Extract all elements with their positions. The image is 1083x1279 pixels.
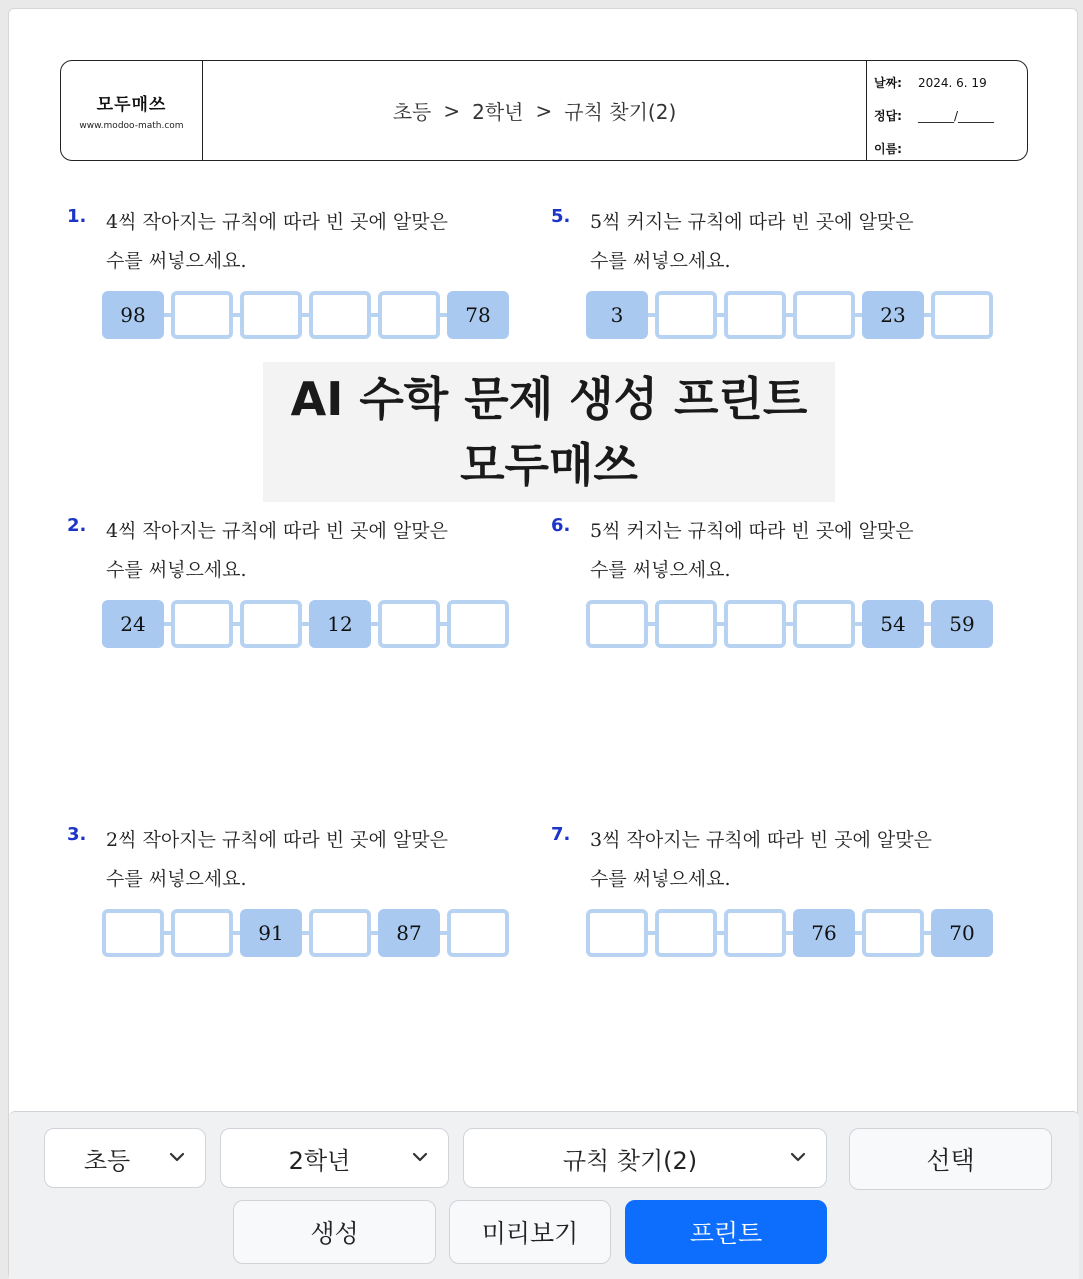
sequence-blank-cell[interactable]: [724, 909, 786, 957]
breadcrumb: [203, 61, 867, 160]
name-label: 이름:: [874, 142, 902, 156]
sequence-given-cell: 54: [862, 600, 924, 648]
logo-url: www.modoo-math.com: [79, 121, 184, 131]
sequence-blank-cell[interactable]: [724, 291, 786, 339]
sequence-connector: [371, 931, 378, 935]
problem-text-line-1: 5씩 커지는 규칙에 따라 빈 곳에 알맞은: [590, 211, 914, 233]
breadcrumb-topic: 규칙 찾기(2): [564, 100, 677, 124]
sequence-connector: [717, 931, 724, 935]
problem-text: [106, 512, 448, 590]
sequence-blank-cell[interactable]: [102, 909, 164, 957]
problem-text-line-2: 수를 써넣으세요.: [106, 250, 247, 272]
sequence-connector: [164, 931, 171, 935]
sequence-blank-cell[interactable]: [655, 600, 717, 648]
problem-number: 7.: [551, 824, 571, 845]
problem-number: 6.: [551, 515, 571, 536]
problem-text-line-1: 3씩 작아지는 규칙에 따라 빈 곳에 알맞은: [590, 829, 932, 851]
topic-select[interactable]: [463, 1128, 827, 1188]
sequence-connector: [302, 622, 309, 626]
sequence-blank-cell[interactable]: [171, 600, 233, 648]
sequence-given-cell: 12: [309, 600, 371, 648]
problem-text: [106, 821, 448, 899]
score-value: ______/______: [918, 108, 995, 123]
chevron-down-icon: [788, 1147, 808, 1167]
sequence-connector: [855, 931, 862, 935]
problem-text-line-1: 2씩 작아지는 규칙에 따라 빈 곳에 알맞은: [106, 829, 448, 851]
sequence-connector: [648, 622, 655, 626]
problem-text-line-1: 5씩 커지는 규칙에 따라 빈 곳에 알맞은: [590, 520, 914, 542]
breadcrumb-grade: 2학년: [472, 100, 524, 124]
sequence-blank-cell[interactable]: [171, 291, 233, 339]
sequence-connector: [648, 313, 655, 317]
info-panel: [867, 61, 1027, 160]
number-sequence: [586, 291, 993, 339]
sequence-connector: [717, 622, 724, 626]
grade-select-value: 2학년: [288, 1146, 351, 1175]
sequence-connector: [924, 622, 931, 626]
breadcrumb-separator: >: [443, 98, 461, 123]
sequence-blank-cell[interactable]: [309, 291, 371, 339]
sequence-connector: [233, 931, 240, 935]
problem-number: 1.: [67, 206, 87, 227]
sequence-given-cell: 24: [102, 600, 164, 648]
sequence-connector: [855, 622, 862, 626]
problem-number: 2.: [67, 515, 87, 536]
sequence-blank-cell[interactable]: [447, 600, 509, 648]
date-row: [874, 66, 1027, 99]
sequence-connector: [164, 622, 171, 626]
sequence-connector: [440, 931, 447, 935]
problem-number: 5.: [551, 206, 571, 227]
sequence-given-cell: 59: [931, 600, 993, 648]
number-sequence: [586, 600, 993, 648]
problem-text-line-2: 수를 써넣으세요.: [106, 868, 247, 890]
name-row: [874, 132, 1027, 165]
sequence-connector: [648, 931, 655, 935]
sequence-connector: [371, 313, 378, 317]
problem-text-line-2: 수를 써넣으세요.: [590, 559, 731, 581]
problem-number: 3.: [67, 824, 87, 845]
sequence-blank-cell[interactable]: [171, 909, 233, 957]
sequence-connector: [855, 313, 862, 317]
breadcrumb-separator: >: [535, 98, 553, 123]
number-sequence: [102, 909, 509, 957]
logo: [61, 61, 203, 160]
toolbar: [9, 1111, 1079, 1279]
sequence-blank-cell[interactable]: [240, 291, 302, 339]
problem-text: [590, 821, 932, 899]
sequence-blank-cell[interactable]: [586, 600, 648, 648]
select-button[interactable]: 선택: [849, 1128, 1052, 1190]
problem-text: [106, 203, 448, 281]
sequence-given-cell: 23: [862, 291, 924, 339]
number-sequence: [102, 600, 509, 648]
sequence-connector: [233, 622, 240, 626]
sequence-given-cell: 76: [793, 909, 855, 957]
problem-text: [590, 203, 914, 281]
sequence-blank-cell[interactable]: [655, 909, 717, 957]
level-select-value: 초등: [83, 1146, 131, 1175]
print-button[interactable]: 프린트: [625, 1200, 827, 1264]
breadcrumb-level: 초등: [392, 100, 432, 124]
problem-text-line-1: 4씩 작아지는 규칙에 따라 빈 곳에 알맞은: [106, 211, 448, 233]
sequence-connector: [924, 931, 931, 935]
topic-select-value: 규칙 찾기(2): [562, 1146, 698, 1175]
sequence-blank-cell[interactable]: [447, 909, 509, 957]
worksheet-header: [60, 60, 1028, 161]
number-sequence: [102, 291, 509, 339]
score-row: [874, 99, 1027, 132]
sequence-connector: [302, 313, 309, 317]
sequence-connector: [786, 622, 793, 626]
sequence-connector: [440, 622, 447, 626]
sequence-given-cell: 78: [447, 291, 509, 339]
sequence-blank-cell[interactable]: [586, 909, 648, 957]
level-select[interactable]: [44, 1128, 206, 1188]
problem-text: [590, 512, 914, 590]
sequence-blank-cell[interactable]: [862, 909, 924, 957]
sequence-blank-cell[interactable]: [724, 600, 786, 648]
sequence-blank-cell[interactable]: [309, 909, 371, 957]
sequence-blank-cell[interactable]: [793, 600, 855, 648]
problem-text-line-2: 수를 써넣으세요.: [106, 559, 247, 581]
sequence-given-cell: 91: [240, 909, 302, 957]
worksheet: [8, 8, 1078, 1279]
score-label: 정답:: [874, 109, 902, 123]
problem-text-line-2: 수를 써넣으세요.: [590, 250, 731, 272]
sequence-given-cell: 70: [931, 909, 993, 957]
preview-button[interactable]: 미리보기: [449, 1200, 611, 1264]
sequence-connector: [371, 622, 378, 626]
sequence-blank-cell[interactable]: [931, 291, 993, 339]
problem-text-line-2: 수를 써넣으세요.: [590, 868, 731, 890]
number-sequence: [586, 909, 993, 957]
sequence-blank-cell[interactable]: [378, 600, 440, 648]
date-value: 2024. 6. 19: [918, 75, 987, 90]
sequence-connector: [164, 313, 171, 317]
watermark: [263, 362, 835, 502]
sequence-connector: [786, 931, 793, 935]
watermark-line-1: AI 수학 문제 생성 프린트: [290, 372, 808, 426]
watermark-line-2: 모두매쓰: [460, 438, 638, 492]
sequence-given-cell: 3: [586, 291, 648, 339]
sequence-blank-cell[interactable]: [378, 291, 440, 339]
date-label: 날짜:: [874, 76, 902, 90]
logo-name: 모두매쓰: [96, 95, 167, 115]
sequence-connector: [302, 931, 309, 935]
sequence-connector: [786, 313, 793, 317]
sequence-connector: [717, 313, 724, 317]
sequence-blank-cell[interactable]: [655, 291, 717, 339]
sequence-connector: [924, 313, 931, 317]
chevron-down-icon: [410, 1147, 430, 1167]
generate-button[interactable]: 생성: [233, 1200, 436, 1264]
sequence-given-cell: 98: [102, 291, 164, 339]
sequence-given-cell: 87: [378, 909, 440, 957]
sequence-blank-cell[interactable]: [240, 600, 302, 648]
sequence-connector: [233, 313, 240, 317]
grade-select[interactable]: [220, 1128, 449, 1188]
sequence-connector: [440, 313, 447, 317]
sequence-blank-cell[interactable]: [793, 291, 855, 339]
chevron-down-icon: [167, 1147, 187, 1167]
problem-text-line-1: 4씩 작아지는 규칙에 따라 빈 곳에 알맞은: [106, 520, 448, 542]
